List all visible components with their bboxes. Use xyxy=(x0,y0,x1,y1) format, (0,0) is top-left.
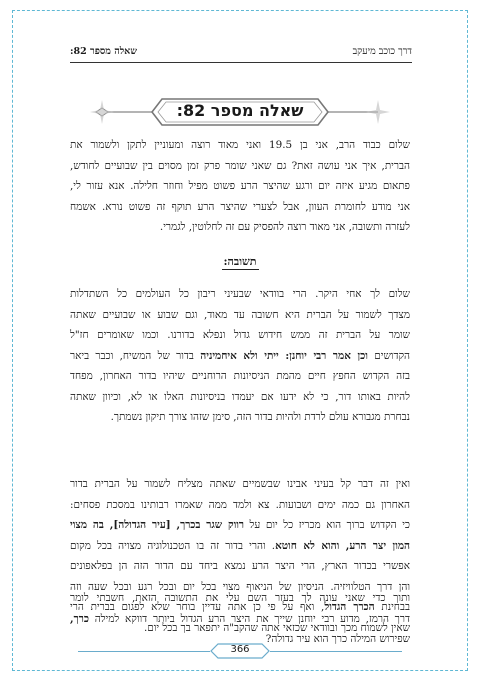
bold-quote: וכן אמר רבי יוחנן: ייתי ולא איחמיניה xyxy=(200,349,368,362)
text-line: לעזרה ותשובה, אני מאוד רוצה להפסיק עם זה לחלוטין, לגמרי. xyxy=(159,221,410,233)
text-line: מצדך לשמור על הברית היא חשובה עד מאוד, וגם שבוע או שבועיים שאתה xyxy=(70,308,410,321)
text-line: בזה הקדוש החפץ חיים מהמת הניסיונות הרוחניים שיהיו בדור האחרון, מפחד xyxy=(70,370,410,382)
footer-rule-left xyxy=(78,651,210,652)
text-line: אני מודע לחומרת העוון, אבל לצערי שהיצר הרע תוקף זה פשוט נורא. אשמח xyxy=(70,200,410,213)
answer-label: תשובה: xyxy=(223,255,257,268)
text-line: שומר על הברית זה ממש חידוש גדול ונפלא בדורנו. וכמו שאומרים חז"ל xyxy=(70,329,410,341)
text-line xyxy=(70,536,410,557)
text-line: פתאום מגיע איזה יום ורגע שהיצר הרע פשוט מפיל וחוזר חלילה. אנא עזור לי, xyxy=(70,180,410,192)
answer-heading xyxy=(0,250,480,269)
text-line: האחרון גם כמה ימים ושבועות. צא ולמד ממה שאמרו רבותינו במסכת פסחים: xyxy=(70,498,410,511)
text-run: הקדושים xyxy=(367,349,410,362)
text-run: בדור של המשיח, וכבר ביאר xyxy=(70,349,201,362)
bold-word: כרך, xyxy=(70,612,89,625)
text-line xyxy=(70,346,410,367)
text-run: בבחינת xyxy=(374,601,410,613)
footer-rule-right xyxy=(270,651,402,652)
text-line xyxy=(70,515,410,536)
question-paragraph xyxy=(70,135,410,238)
page-number-box xyxy=(210,643,270,659)
text-line: והן דרך הטלוויזיה. הניסיון של הניאוף מצוי בכל יום ובכל רגע ובכל שעה וזה xyxy=(70,580,410,593)
answer-paragraph-3 xyxy=(70,588,410,650)
book-title: דרך כוכב מיעקב xyxy=(352,46,412,57)
text-line xyxy=(70,609,410,630)
text-line: שאין לשמוח מכך ובוודאי שכזאי אתה שהקב"ה יתפאר בך בכל יום. xyxy=(143,621,410,634)
page-number: 366 xyxy=(230,644,250,655)
bold-quote: רווק שגר בכרך, [עיר הגדולה], בה מצוי xyxy=(70,519,244,531)
text-line: ותוך כדי שאני עונה לך בעזר השם עלי את התשובה הזאת, חשבתי לומר xyxy=(70,592,410,604)
text-line: שלום כבוד הרב, אני בן 19.5 ואני מאוד רוצה ומעוניין לתקן ולשמור את xyxy=(70,139,410,151)
text-line: שלום לך אחי היקר. הרי בוודאי שבעיני ריבון כל העולמים כל השתדלות xyxy=(70,288,410,300)
text-run: . והרי בדור זה בו הטכנולוגיה מצויה בכל מקום xyxy=(70,539,276,552)
text-line: שפירוש המילה כרך הוא עיר גדולה? xyxy=(265,633,410,645)
title-banner xyxy=(88,96,392,128)
text-line: ואין זה דבר קל בעיני אבינו שבשמיים שאתה מצליח לשמור על הברית בדור xyxy=(70,478,410,490)
text-line: אפשרי בכדור הארץ, הרי היצר הרע נמצא ביחד עם הדור הזה הן בפלאפונים xyxy=(70,560,410,572)
answer-paragraph-1 xyxy=(70,284,410,428)
text-line: הברית, איך אני עושה זאת? גם שאני שומר פרק זמן מסוים בין שבועיים לחודש, xyxy=(70,159,410,172)
bold-quote: הכרך הגדול xyxy=(324,601,375,613)
text-run: דרך הרמז, מדוע רבי יוחנן שייך את היצר הרע הגדול ביותר דווקא למילה xyxy=(88,612,410,625)
text-run: , ואף על פי כן אתה עדיין בוחר שלא לפגום בברית הרי xyxy=(70,601,325,613)
text-run: כי הקדוש ברוך הוא מכריז כל יום על xyxy=(244,519,410,531)
page-title: שאלה מספר 82: xyxy=(176,101,304,120)
text-line: להיות באותו דור, כי לא ידעו אם יעמדו בניסיונות האלו או לא, וכיוון שאתה xyxy=(70,390,410,403)
bold-quote: המון יצר הרע, והוא לא חוטא xyxy=(275,539,410,552)
text-line: נבחרת מגבורא עולם לרדת ולהיות בדור הזה, סימן שזהו צורך תיקון נשמתך. xyxy=(110,411,410,423)
running-header xyxy=(70,46,412,60)
header-rule xyxy=(70,62,412,63)
section-title: שאלה מספר 82: xyxy=(70,46,137,57)
